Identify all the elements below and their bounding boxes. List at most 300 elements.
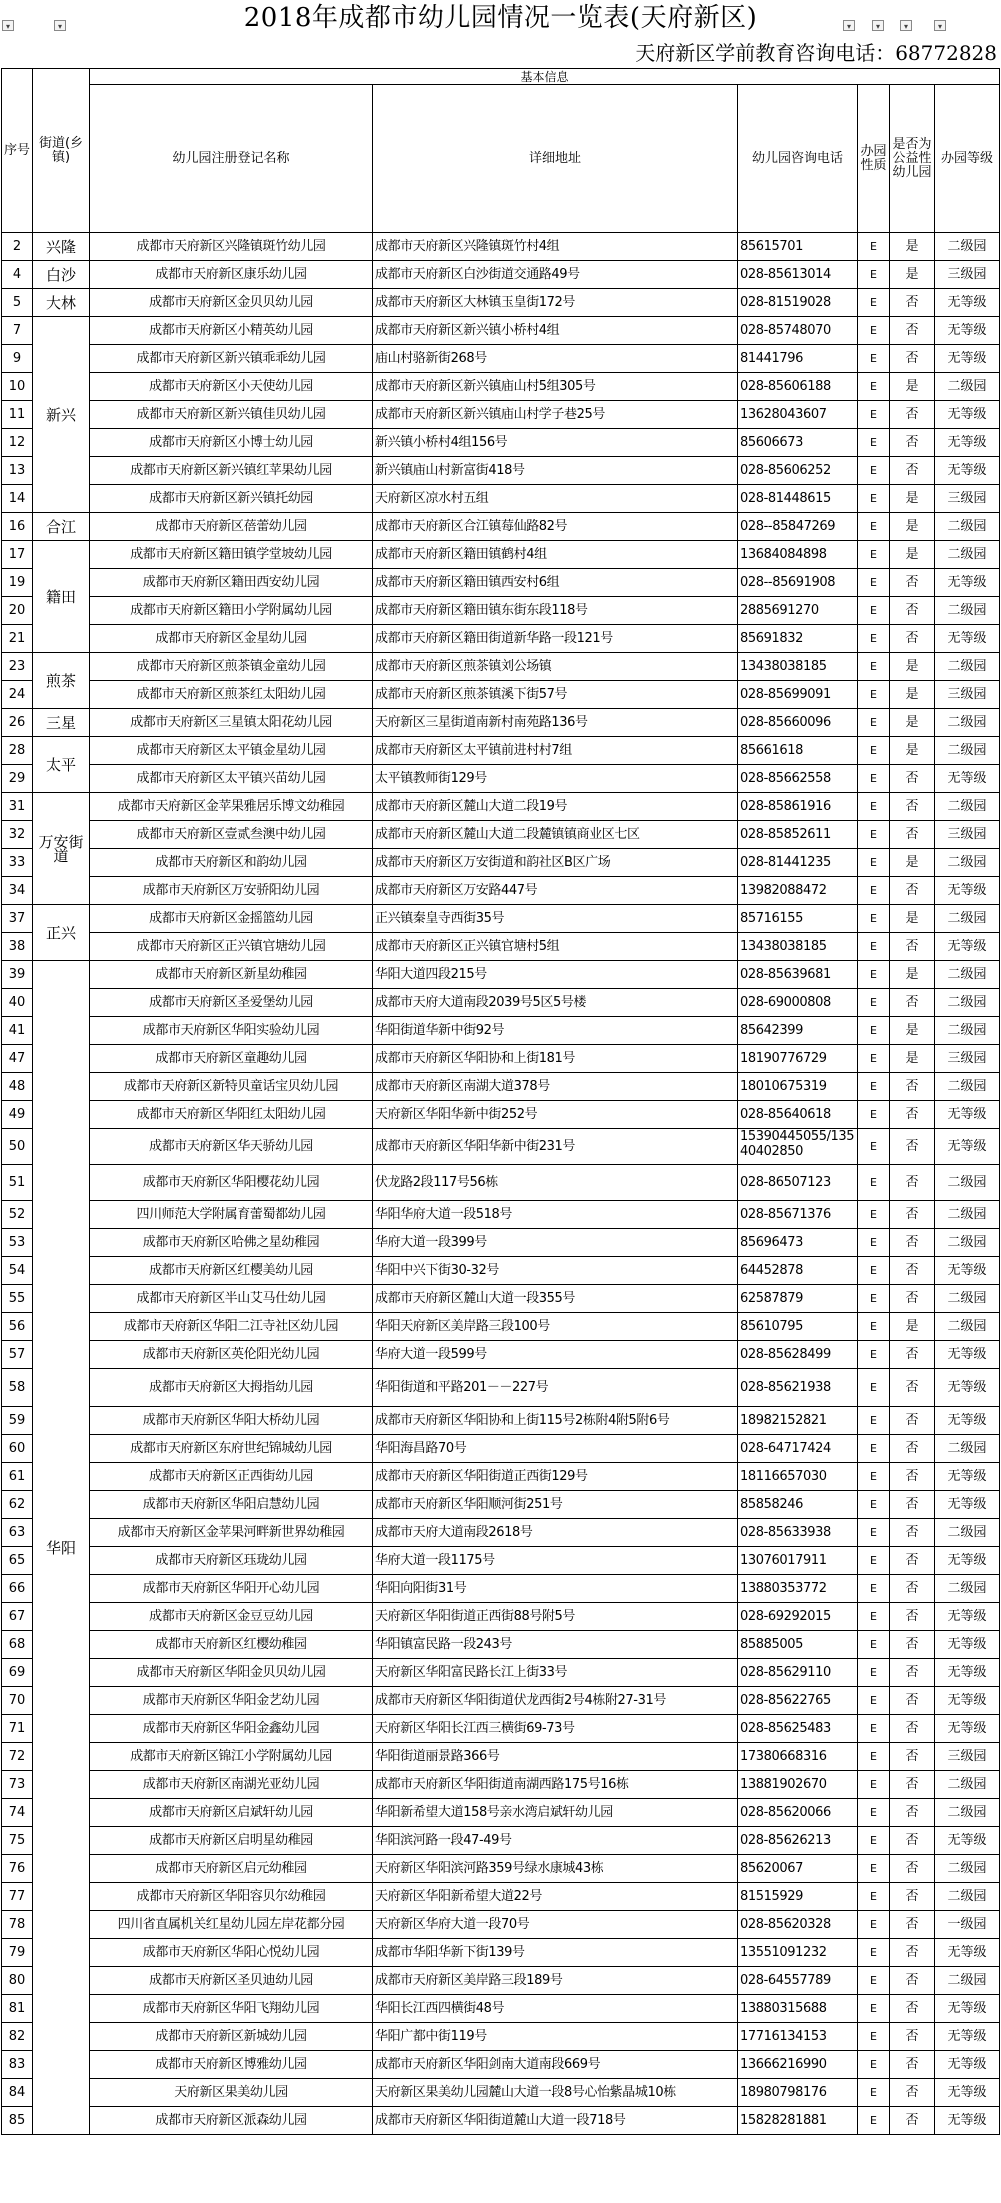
cell-public[interactable]: 否 bbox=[890, 1715, 935, 1743]
cell-phone[interactable]: 85885005 bbox=[738, 1631, 858, 1659]
cell-address[interactable]: 成都市天府新区华阳街道伏龙西街2号4栋附27-31号 bbox=[373, 1687, 738, 1715]
cell-name[interactable]: 成都市天府新区华阳飞翔幼儿园 bbox=[90, 1995, 373, 2023]
cell-address[interactable]: 太平镇教师街129号 bbox=[373, 765, 738, 793]
cell-street[interactable]: 三星 bbox=[33, 709, 90, 737]
cell-seq[interactable]: 69 bbox=[2, 1659, 33, 1687]
cell-street[interactable]: 万安街道 bbox=[33, 793, 90, 905]
cell-grade[interactable]: 无等级 bbox=[935, 569, 1000, 597]
cell-nature[interactable]: E bbox=[858, 1201, 890, 1229]
cell-public[interactable]: 是 bbox=[890, 681, 935, 709]
cell-seq[interactable]: 16 bbox=[2, 513, 33, 541]
cell-nature[interactable]: E bbox=[858, 1687, 890, 1715]
cell-name[interactable]: 成都市天府新区籍田西安幼儿园 bbox=[90, 569, 373, 597]
cell-nature[interactable]: E bbox=[858, 1855, 890, 1883]
cell-grade[interactable]: 无等级 bbox=[935, 765, 1000, 793]
cell-name[interactable]: 成都市天府新区兴隆镇斑竹幼儿园 bbox=[90, 233, 373, 261]
cell-name[interactable]: 成都市天府新区珏珑幼儿园 bbox=[90, 1547, 373, 1575]
cell-nature[interactable]: E bbox=[858, 933, 890, 961]
cell-address[interactable]: 天府新区华府大道一段70号 bbox=[373, 1911, 738, 1939]
cell-phone[interactable]: 18116657030 bbox=[738, 1463, 858, 1491]
cell-address[interactable]: 成都市天府大道南段2618号 bbox=[373, 1519, 738, 1547]
cell-address[interactable]: 天府新区华阳长江西三横街69-73号 bbox=[373, 1715, 738, 1743]
cell-public[interactable]: 否 bbox=[890, 793, 935, 821]
cell-seq[interactable]: 21 bbox=[2, 625, 33, 653]
cell-phone[interactable]: 13880315688 bbox=[738, 1995, 858, 2023]
cell-name[interactable]: 成都市天府新区童趣幼儿园 bbox=[90, 1045, 373, 1073]
cell-grade[interactable]: 无等级 bbox=[935, 1995, 1000, 2023]
cell-seq[interactable]: 38 bbox=[2, 933, 33, 961]
cell-name[interactable]: 成都市天府新区华阳启慧幼儿园 bbox=[90, 1491, 373, 1519]
cell-phone[interactable]: 028-64557789 bbox=[738, 1967, 858, 1995]
cell-nature[interactable]: E bbox=[858, 1369, 890, 1407]
cell-phone[interactable]: 85858246 bbox=[738, 1491, 858, 1519]
cell-grade[interactable]: 二级园 bbox=[935, 849, 1000, 877]
cell-name[interactable]: 成都市天府新区正兴镇官塘幼儿园 bbox=[90, 933, 373, 961]
cell-address[interactable]: 成都市天府新区华阳顺河街251号 bbox=[373, 1491, 738, 1519]
cell-nature[interactable]: E bbox=[858, 793, 890, 821]
cell-name[interactable]: 成都市天府新区新兴镇佳贝幼儿园 bbox=[90, 401, 373, 429]
cell-grade[interactable]: 二级园 bbox=[935, 653, 1000, 681]
cell-nature[interactable]: E bbox=[858, 1631, 890, 1659]
cell-address[interactable]: 天府新区果美幼儿园麓山大道一段8号心怡紫晶城10栋 bbox=[373, 2079, 738, 2107]
cell-address[interactable]: 天府新区华阳滨河路359号绿水康城43栋 bbox=[373, 1855, 738, 1883]
cell-name[interactable]: 成都市天府新区新特贝童话宝贝幼儿园 bbox=[90, 1073, 373, 1101]
cell-name[interactable]: 成都市天府新区太平镇兴苗幼儿园 bbox=[90, 765, 373, 793]
cell-name[interactable]: 成都市天府新区派森幼儿园 bbox=[90, 2107, 373, 2135]
cell-grade[interactable]: 二级园 bbox=[935, 1855, 1000, 1883]
cell-public[interactable]: 是 bbox=[890, 653, 935, 681]
cell-grade[interactable]: 无等级 bbox=[935, 457, 1000, 485]
cell-grade[interactable]: 二级园 bbox=[935, 905, 1000, 933]
cell-seq[interactable]: 70 bbox=[2, 1687, 33, 1715]
cell-seq[interactable]: 68 bbox=[2, 1631, 33, 1659]
cell-nature[interactable]: E bbox=[858, 597, 890, 625]
cell-phone[interactable]: 85691832 bbox=[738, 625, 858, 653]
cell-address[interactable]: 华阳大道四段215号 bbox=[373, 961, 738, 989]
cell-public[interactable]: 否 bbox=[890, 1201, 935, 1229]
cell-address[interactable]: 天府新区华阳华新中街252号 bbox=[373, 1101, 738, 1129]
cell-seq[interactable]: 32 bbox=[2, 821, 33, 849]
cell-phone[interactable]: 028-85620066 bbox=[738, 1799, 858, 1827]
cell-public[interactable]: 否 bbox=[890, 1101, 935, 1129]
cell-grade[interactable]: 二级园 bbox=[935, 1165, 1000, 1201]
cell-public[interactable]: 否 bbox=[890, 1995, 935, 2023]
cell-phone[interactable]: 15828281881 bbox=[738, 2107, 858, 2135]
cell-name[interactable]: 成都市天府新区华阳心悦幼儿园 bbox=[90, 1939, 373, 1967]
cell-nature[interactable]: E bbox=[858, 2023, 890, 2051]
cell-phone[interactable]: 13684084898 bbox=[738, 541, 858, 569]
cell-seq[interactable]: 17 bbox=[2, 541, 33, 569]
cell-street[interactable]: 合江 bbox=[33, 513, 90, 541]
cell-address[interactable]: 成都市天府新区兴隆镇斑竹村4组 bbox=[373, 233, 738, 261]
cell-public[interactable]: 是 bbox=[890, 1045, 935, 1073]
cell-address[interactable]: 成都市天府新区万安路447号 bbox=[373, 877, 738, 905]
cell-grade[interactable]: 无等级 bbox=[935, 2079, 1000, 2107]
cell-phone[interactable]: 028-64717424 bbox=[738, 1435, 858, 1463]
cell-grade[interactable]: 二级园 bbox=[935, 541, 1000, 569]
cell-address[interactable]: 成都市天府新区华阳剑南大道南段669号 bbox=[373, 2051, 738, 2079]
cell-public[interactable]: 否 bbox=[890, 1911, 935, 1939]
cell-nature[interactable]: E bbox=[858, 653, 890, 681]
cell-name[interactable]: 成都市天府新区启元幼稚园 bbox=[90, 1855, 373, 1883]
cell-phone[interactable]: 17380668316 bbox=[738, 1743, 858, 1771]
cell-public[interactable]: 否 bbox=[890, 429, 935, 457]
cell-name[interactable]: 成都市天府新区红樱美幼儿园 bbox=[90, 1257, 373, 1285]
cell-seq[interactable]: 12 bbox=[2, 429, 33, 457]
cell-seq[interactable]: 58 bbox=[2, 1369, 33, 1407]
cell-public[interactable]: 否 bbox=[890, 1073, 935, 1101]
cell-seq[interactable]: 71 bbox=[2, 1715, 33, 1743]
cell-phone[interactable]: 13666216990 bbox=[738, 2051, 858, 2079]
cell-phone[interactable]: 13880353772 bbox=[738, 1575, 858, 1603]
cell-nature[interactable]: E bbox=[858, 625, 890, 653]
cell-name[interactable]: 成都市天府新区华阳金艺幼儿园 bbox=[90, 1687, 373, 1715]
cell-phone[interactable]: 85696473 bbox=[738, 1229, 858, 1257]
cell-phone[interactable]: 028-69292015 bbox=[738, 1603, 858, 1631]
cell-phone[interactable]: 85716155 bbox=[738, 905, 858, 933]
cell-phone[interactable]: 028-69000808 bbox=[738, 989, 858, 1017]
cell-street[interactable]: 煎茶 bbox=[33, 653, 90, 709]
cell-address[interactable]: 成都市天府新区籍田街道新华路一段121号 bbox=[373, 625, 738, 653]
cell-nature[interactable]: E bbox=[858, 709, 890, 737]
cell-grade[interactable]: 二级园 bbox=[935, 1967, 1000, 1995]
cell-nature[interactable]: E bbox=[858, 1603, 890, 1631]
cell-grade[interactable]: 三级园 bbox=[935, 1045, 1000, 1073]
cell-phone[interactable]: 028-85861916 bbox=[738, 793, 858, 821]
cell-seq[interactable]: 41 bbox=[2, 1017, 33, 1045]
cell-phone[interactable]: 64452878 bbox=[738, 1257, 858, 1285]
cell-public[interactable]: 否 bbox=[890, 1603, 935, 1631]
cell-nature[interactable]: E bbox=[858, 1257, 890, 1285]
cell-seq[interactable]: 74 bbox=[2, 1799, 33, 1827]
cell-seq[interactable]: 14 bbox=[2, 485, 33, 513]
cell-name[interactable]: 成都市天府新区大拇指幼儿园 bbox=[90, 1369, 373, 1407]
cell-name[interactable]: 成都市天府新区华阳大桥幼儿园 bbox=[90, 1407, 373, 1435]
cell-grade[interactable]: 无等级 bbox=[935, 877, 1000, 905]
cell-seq[interactable]: 85 bbox=[2, 2107, 33, 2135]
cell-phone[interactable]: 15390445055/13540402850 bbox=[738, 1129, 858, 1165]
cell-name[interactable]: 成都市天府新区华阳红太阳幼儿园 bbox=[90, 1101, 373, 1129]
cell-grade[interactable]: 二级园 bbox=[935, 1313, 1000, 1341]
cell-public[interactable]: 否 bbox=[890, 1229, 935, 1257]
cell-phone[interactable]: 028-85662558 bbox=[738, 765, 858, 793]
cell-grade[interactable]: 三级园 bbox=[935, 681, 1000, 709]
cell-grade[interactable]: 二级园 bbox=[935, 1435, 1000, 1463]
cell-phone[interactable]: 028-85748070 bbox=[738, 317, 858, 345]
cell-public[interactable]: 否 bbox=[890, 1129, 935, 1165]
cell-nature[interactable]: E bbox=[858, 373, 890, 401]
cell-nature[interactable]: E bbox=[858, 1491, 890, 1519]
cell-nature[interactable]: E bbox=[858, 1659, 890, 1687]
cell-nature[interactable]: E bbox=[858, 961, 890, 989]
cell-grade[interactable]: 无等级 bbox=[935, 401, 1000, 429]
cell-grade[interactable]: 三级园 bbox=[935, 1743, 1000, 1771]
cell-nature[interactable]: E bbox=[858, 457, 890, 485]
cell-phone[interactable]: 85606673 bbox=[738, 429, 858, 457]
cell-phone[interactable]: 85661618 bbox=[738, 737, 858, 765]
cell-public[interactable]: 否 bbox=[890, 1491, 935, 1519]
cell-name[interactable]: 成都市天府新区壹贰叁澳中幼儿园 bbox=[90, 821, 373, 849]
cell-name[interactable]: 成都市天府新区小博士幼儿园 bbox=[90, 429, 373, 457]
cell-address[interactable]: 成都市天府新区大林镇玉皇街172号 bbox=[373, 289, 738, 317]
cell-nature[interactable]: E bbox=[858, 1799, 890, 1827]
cell-nature[interactable]: E bbox=[858, 1341, 890, 1369]
cell-public[interactable]: 否 bbox=[890, 1519, 935, 1547]
cell-phone[interactable]: 028-85671376 bbox=[738, 1201, 858, 1229]
cell-nature[interactable]: E bbox=[858, 849, 890, 877]
cell-nature[interactable]: E bbox=[858, 289, 890, 317]
cell-seq[interactable]: 56 bbox=[2, 1313, 33, 1341]
cell-name[interactable]: 成都市天府新区英伦阳光幼儿园 bbox=[90, 1341, 373, 1369]
cell-seq[interactable]: 54 bbox=[2, 1257, 33, 1285]
cell-nature[interactable]: E bbox=[858, 233, 890, 261]
cell-name[interactable]: 成都市天府新区圣贝迪幼儿园 bbox=[90, 1967, 373, 1995]
cell-seq[interactable]: 49 bbox=[2, 1101, 33, 1129]
cell-name[interactable]: 成都市天府新区康乐幼儿园 bbox=[90, 261, 373, 289]
cell-address[interactable]: 成都市天府新区华阳协和上街115号2栋附4附5附6号 bbox=[373, 1407, 738, 1435]
cell-public[interactable]: 否 bbox=[890, 1743, 935, 1771]
cell-phone[interactable]: 13982088472 bbox=[738, 877, 858, 905]
cell-seq[interactable]: 37 bbox=[2, 905, 33, 933]
cell-grade[interactable]: 无等级 bbox=[935, 1101, 1000, 1129]
cell-address[interactable]: 华阳街道和平路201－－227号 bbox=[373, 1369, 738, 1407]
cell-name[interactable]: 成都市天府新区红樱幼稚园 bbox=[90, 1631, 373, 1659]
cell-name[interactable]: 成都市天府新区籍田小学附属幼儿园 bbox=[90, 597, 373, 625]
cell-public[interactable]: 否 bbox=[890, 1341, 935, 1369]
cell-address[interactable]: 成都市天府新区白沙街道交通路49号 bbox=[373, 261, 738, 289]
cell-street[interactable]: 新兴 bbox=[33, 317, 90, 513]
cell-grade[interactable]: 无等级 bbox=[935, 345, 1000, 373]
cell-seq[interactable]: 9 bbox=[2, 345, 33, 373]
cell-seq[interactable]: 29 bbox=[2, 765, 33, 793]
cell-grade[interactable]: 二级园 bbox=[935, 989, 1000, 1017]
cell-grade[interactable]: 二级园 bbox=[935, 597, 1000, 625]
cell-nature[interactable]: E bbox=[858, 1313, 890, 1341]
cell-grade[interactable]: 一级园 bbox=[935, 1911, 1000, 1939]
cell-nature[interactable]: E bbox=[858, 1129, 890, 1165]
cell-nature[interactable]: E bbox=[858, 2051, 890, 2079]
cell-public[interactable]: 否 bbox=[890, 933, 935, 961]
cell-nature[interactable]: E bbox=[858, 317, 890, 345]
cell-phone[interactable]: 028-85613014 bbox=[738, 261, 858, 289]
cell-address[interactable]: 华阳华府大道一段518号 bbox=[373, 1201, 738, 1229]
cell-name[interactable]: 成都市天府新区太平镇金星幼儿园 bbox=[90, 737, 373, 765]
cell-grade[interactable]: 无等级 bbox=[935, 933, 1000, 961]
cell-seq[interactable]: 23 bbox=[2, 653, 33, 681]
cell-seq[interactable]: 55 bbox=[2, 1285, 33, 1313]
cell-public[interactable]: 是 bbox=[890, 961, 935, 989]
cell-seq[interactable]: 53 bbox=[2, 1229, 33, 1257]
cell-phone[interactable]: 13076017911 bbox=[738, 1547, 858, 1575]
cell-grade[interactable]: 无等级 bbox=[935, 429, 1000, 457]
cell-grade[interactable]: 无等级 bbox=[935, 1257, 1000, 1285]
cell-public[interactable]: 否 bbox=[890, 1575, 935, 1603]
cell-grade[interactable]: 二级园 bbox=[935, 1229, 1000, 1257]
filter-dropdown-icon[interactable]: ▾ bbox=[843, 20, 855, 31]
cell-phone[interactable]: 13551091232 bbox=[738, 1939, 858, 1967]
cell-address[interactable]: 成都市天府新区新兴镇庙山村学子巷25号 bbox=[373, 401, 738, 429]
cell-seq[interactable]: 34 bbox=[2, 877, 33, 905]
cell-phone[interactable]: 13628043607 bbox=[738, 401, 858, 429]
cell-nature[interactable]: E bbox=[858, 1229, 890, 1257]
cell-name[interactable]: 成都市天府新区万安骄阳幼儿园 bbox=[90, 877, 373, 905]
cell-name[interactable]: 成都市天府新区华阳二江寺社区幼儿园 bbox=[90, 1313, 373, 1341]
cell-seq[interactable]: 72 bbox=[2, 1743, 33, 1771]
cell-public[interactable]: 否 bbox=[890, 289, 935, 317]
cell-nature[interactable]: E bbox=[858, 541, 890, 569]
filter-dropdown-icon[interactable]: ▾ bbox=[934, 20, 946, 31]
cell-public[interactable]: 否 bbox=[890, 1369, 935, 1407]
cell-seq[interactable]: 28 bbox=[2, 737, 33, 765]
cell-public[interactable]: 是 bbox=[890, 709, 935, 737]
cell-nature[interactable]: E bbox=[858, 1435, 890, 1463]
cell-phone[interactable]: 028-85622765 bbox=[738, 1687, 858, 1715]
cell-nature[interactable]: E bbox=[858, 877, 890, 905]
cell-grade[interactable]: 无等级 bbox=[935, 1603, 1000, 1631]
cell-name[interactable]: 成都市天府新区新兴镇托幼园 bbox=[90, 485, 373, 513]
cell-public[interactable]: 否 bbox=[890, 457, 935, 485]
cell-seq[interactable]: 83 bbox=[2, 2051, 33, 2079]
cell-nature[interactable]: E bbox=[858, 1463, 890, 1491]
cell-seq[interactable]: 40 bbox=[2, 989, 33, 1017]
cell-seq[interactable]: 5 bbox=[2, 289, 33, 317]
cell-phone[interactable]: 81515929 bbox=[738, 1883, 858, 1911]
cell-name[interactable]: 成都市天府新区博雅幼儿园 bbox=[90, 2051, 373, 2079]
cell-grade[interactable]: 无等级 bbox=[935, 1687, 1000, 1715]
cell-seq[interactable]: 63 bbox=[2, 1519, 33, 1547]
cell-address[interactable]: 新兴镇庙山村新富街418号 bbox=[373, 457, 738, 485]
cell-address[interactable]: 华府大道一段399号 bbox=[373, 1229, 738, 1257]
cell-public[interactable]: 否 bbox=[890, 1687, 935, 1715]
cell-public[interactable]: 是 bbox=[890, 849, 935, 877]
cell-public[interactable]: 否 bbox=[890, 1435, 935, 1463]
cell-grade[interactable]: 二级园 bbox=[935, 961, 1000, 989]
cell-seq[interactable]: 75 bbox=[2, 1827, 33, 1855]
cell-address[interactable]: 成都市天府新区华阳街道麓山大道一段718号 bbox=[373, 2107, 738, 2135]
cell-seq[interactable]: 84 bbox=[2, 2079, 33, 2107]
cell-grade[interactable]: 无等级 bbox=[935, 1341, 1000, 1369]
cell-address[interactable]: 成都市天府新区新兴镇庙山村5组305号 bbox=[373, 373, 738, 401]
cell-seq[interactable]: 10 bbox=[2, 373, 33, 401]
cell-street[interactable]: 华阳 bbox=[33, 961, 90, 2135]
cell-public[interactable]: 否 bbox=[890, 401, 935, 429]
cell-name[interactable]: 成都市天府新区小精英幼儿园 bbox=[90, 317, 373, 345]
cell-grade[interactable]: 无等级 bbox=[935, 1463, 1000, 1491]
cell-address[interactable]: 华阳镇富民路一段243号 bbox=[373, 1631, 738, 1659]
cell-public[interactable]: 否 bbox=[890, 1165, 935, 1201]
cell-public[interactable]: 是 bbox=[890, 1313, 935, 1341]
cell-seq[interactable]: 73 bbox=[2, 1771, 33, 1799]
cell-address[interactable]: 成都市天府新区万安街道和韵社区B区广场 bbox=[373, 849, 738, 877]
cell-nature[interactable]: E bbox=[858, 1883, 890, 1911]
cell-public[interactable]: 是 bbox=[890, 233, 935, 261]
cell-name[interactable]: 成都市天府新区华阳金贝贝幼儿园 bbox=[90, 1659, 373, 1687]
cell-phone[interactable]: 028-85629110 bbox=[738, 1659, 858, 1687]
cell-public[interactable]: 否 bbox=[890, 1407, 935, 1435]
cell-grade[interactable]: 无等级 bbox=[935, 1547, 1000, 1575]
cell-phone[interactable]: 028-85620328 bbox=[738, 1911, 858, 1939]
cell-grade[interactable]: 无等级 bbox=[935, 2023, 1000, 2051]
cell-nature[interactable]: E bbox=[858, 345, 890, 373]
cell-grade[interactable]: 无等级 bbox=[935, 625, 1000, 653]
cell-public[interactable]: 否 bbox=[890, 2107, 935, 2135]
cell-phone[interactable]: 028-85621938 bbox=[738, 1369, 858, 1407]
cell-grade[interactable]: 二级园 bbox=[935, 1285, 1000, 1313]
cell-name[interactable]: 成都市天府新区金星幼儿园 bbox=[90, 625, 373, 653]
cell-phone[interactable]: 028-85639681 bbox=[738, 961, 858, 989]
cell-street[interactable]: 白沙 bbox=[33, 261, 90, 289]
cell-grade[interactable]: 二级园 bbox=[935, 1073, 1000, 1101]
cell-grade[interactable]: 无等级 bbox=[935, 1129, 1000, 1165]
cell-public[interactable]: 否 bbox=[890, 569, 935, 597]
cell-address[interactable]: 成都市天府新区正兴镇官塘村5组 bbox=[373, 933, 738, 961]
cell-public[interactable]: 否 bbox=[890, 1285, 935, 1313]
cell-phone[interactable]: 028-85625483 bbox=[738, 1715, 858, 1743]
cell-address[interactable]: 天府新区三星街道南新村南苑路136号 bbox=[373, 709, 738, 737]
cell-seq[interactable]: 66 bbox=[2, 1575, 33, 1603]
cell-name[interactable]: 成都市天府新区东府世纪锦城幼儿园 bbox=[90, 1435, 373, 1463]
cell-name[interactable]: 成都市天府新区金贝贝幼儿园 bbox=[90, 289, 373, 317]
cell-public[interactable]: 是 bbox=[890, 261, 935, 289]
cell-address[interactable]: 华阳长江西四横街48号 bbox=[373, 1995, 738, 2023]
cell-seq[interactable]: 78 bbox=[2, 1911, 33, 1939]
cell-address[interactable]: 华阳滨河路一段47-49号 bbox=[373, 1827, 738, 1855]
cell-name[interactable]: 成都市天府新区金苹果河畔新世界幼稚园 bbox=[90, 1519, 373, 1547]
cell-nature[interactable]: E bbox=[858, 737, 890, 765]
cell-address[interactable]: 成都市天府新区华阳协和上街181号 bbox=[373, 1045, 738, 1073]
cell-address[interactable]: 天府新区华阳新希望大道22号 bbox=[373, 1883, 738, 1911]
cell-public[interactable]: 否 bbox=[890, 1257, 935, 1285]
cell-name[interactable]: 成都市天府新区正西街幼儿园 bbox=[90, 1463, 373, 1491]
cell-grade[interactable]: 无等级 bbox=[935, 1631, 1000, 1659]
cell-street[interactable]: 正兴 bbox=[33, 905, 90, 961]
cell-grade[interactable]: 二级园 bbox=[935, 1201, 1000, 1229]
cell-phone[interactable]: 18190776729 bbox=[738, 1045, 858, 1073]
cell-nature[interactable]: E bbox=[858, 1519, 890, 1547]
cell-nature[interactable]: E bbox=[858, 989, 890, 1017]
cell-seq[interactable]: 76 bbox=[2, 1855, 33, 1883]
cell-grade[interactable]: 无等级 bbox=[935, 2107, 1000, 2135]
cell-name[interactable]: 成都市天府新区和韵幼儿园 bbox=[90, 849, 373, 877]
cell-name[interactable]: 成都市天府新区新兴镇乖乖幼儿园 bbox=[90, 345, 373, 373]
cell-grade[interactable]: 无等级 bbox=[935, 1369, 1000, 1407]
cell-address[interactable]: 成都市天府新区煎茶镇刘公场镇 bbox=[373, 653, 738, 681]
cell-address[interactable]: 华阳海昌路70号 bbox=[373, 1435, 738, 1463]
cell-public[interactable]: 是 bbox=[890, 905, 935, 933]
cell-grade[interactable]: 二级园 bbox=[935, 1575, 1000, 1603]
cell-phone[interactable]: 13881902670 bbox=[738, 1771, 858, 1799]
cell-seq[interactable]: 47 bbox=[2, 1045, 33, 1073]
cell-public[interactable]: 否 bbox=[890, 989, 935, 1017]
cell-seq[interactable]: 51 bbox=[2, 1165, 33, 1201]
cell-phone[interactable]: 18010675319 bbox=[738, 1073, 858, 1101]
cell-address[interactable]: 成都市天府新区华阳华新中街231号 bbox=[373, 1129, 738, 1165]
cell-address[interactable]: 华阳广都中街119号 bbox=[373, 2023, 738, 2051]
cell-seq[interactable]: 57 bbox=[2, 1341, 33, 1369]
cell-phone[interactable]: 028-85640618 bbox=[738, 1101, 858, 1129]
cell-grade[interactable]: 二级园 bbox=[935, 1017, 1000, 1045]
cell-address[interactable]: 成都市天府新区煎茶镇溪下街57号 bbox=[373, 681, 738, 709]
cell-name[interactable]: 成都市天府新区华阳金鑫幼儿园 bbox=[90, 1715, 373, 1743]
cell-name[interactable]: 四川省直属机关红星幼儿园左岸花都分园 bbox=[90, 1911, 373, 1939]
cell-nature[interactable]: E bbox=[858, 401, 890, 429]
cell-public[interactable]: 否 bbox=[890, 821, 935, 849]
cell-nature[interactable]: E bbox=[858, 1771, 890, 1799]
cell-grade[interactable]: 无等级 bbox=[935, 1659, 1000, 1687]
cell-seq[interactable]: 31 bbox=[2, 793, 33, 821]
cell-address[interactable]: 华阳天府新区美岸路三段100号 bbox=[373, 1313, 738, 1341]
cell-phone[interactable]: 028-85660096 bbox=[738, 709, 858, 737]
